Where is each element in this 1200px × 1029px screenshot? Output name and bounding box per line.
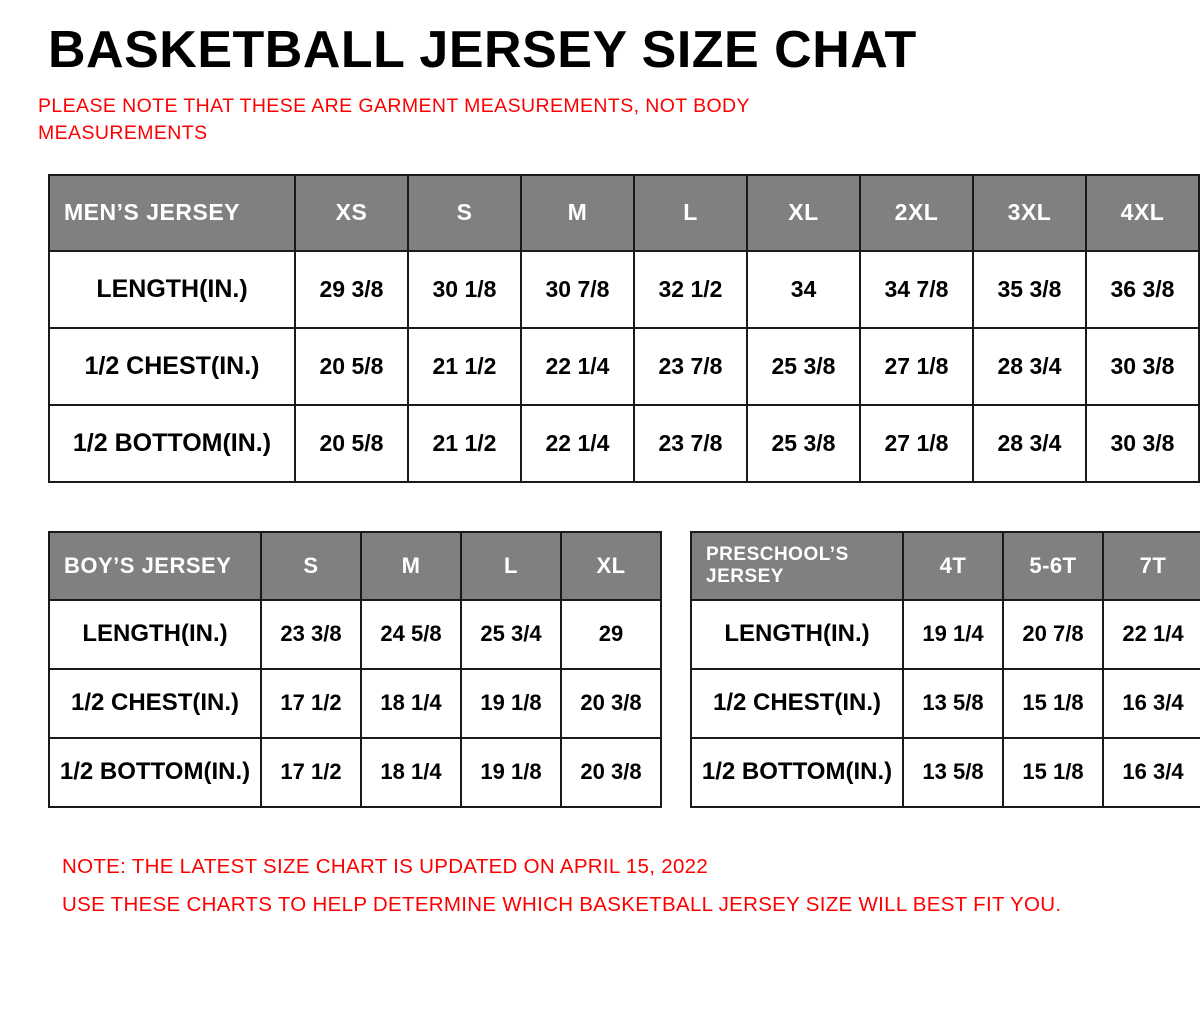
table-cell: 25 3/8 (747, 328, 860, 405)
table-cell: 32 1/2 (634, 251, 747, 328)
row-label: 1/2 BOTTOM(IN.) (691, 738, 903, 807)
row-label: LENGTH(IN.) (691, 600, 903, 669)
table-cell: 24 5/8 (361, 600, 461, 669)
column-header: S (261, 532, 361, 600)
table-cell: 16 3/4 (1103, 738, 1200, 807)
column-header: XL (747, 175, 860, 251)
table-cell: 16 3/4 (1103, 669, 1200, 738)
column-header: S (408, 175, 521, 251)
row-label: 1/2 CHEST(IN.) (49, 328, 295, 405)
column-header: 3XL (973, 175, 1086, 251)
table-cell: 20 7/8 (1003, 600, 1103, 669)
row-label: LENGTH(IN.) (49, 251, 295, 328)
table-cell: 34 (747, 251, 860, 328)
table-cell: 30 7/8 (521, 251, 634, 328)
row-label: 1/2 CHEST(IN.) (691, 669, 903, 738)
column-header: 7T (1103, 532, 1200, 600)
table-cell: 29 3/8 (295, 251, 408, 328)
table-cell: 13 5/8 (903, 738, 1003, 807)
table-cell: 21 1/2 (408, 405, 521, 482)
table-cell: 18 1/4 (361, 669, 461, 738)
column-header: 5-6T (1003, 532, 1103, 600)
table-cell: 19 1/8 (461, 738, 561, 807)
lower-tables-container (48, 531, 1184, 808)
boys-jersey-size-table (48, 531, 662, 808)
table-row (691, 600, 1200, 669)
table-cell: 19 1/4 (903, 600, 1003, 669)
column-header: M (361, 532, 461, 600)
table-cell: 27 1/8 (860, 405, 973, 482)
column-header: L (634, 175, 747, 251)
table-cell: 34 7/8 (860, 251, 973, 328)
table-cell: 28 3/4 (973, 328, 1086, 405)
column-header: M (521, 175, 634, 251)
preschool-table-title: PRESCHOOL’S JERSEY (691, 532, 903, 600)
table-row (49, 251, 1199, 328)
boys-table-title: BOY’S JERSEY (49, 532, 261, 600)
table-cell: 23 7/8 (634, 328, 747, 405)
table-cell: 25 3/8 (747, 405, 860, 482)
table-cell: 36 3/8 (1086, 251, 1199, 328)
table-cell: 30 3/8 (1086, 328, 1199, 405)
table-cell: 30 1/8 (408, 251, 521, 328)
table-row (691, 738, 1200, 807)
table-cell: 22 1/4 (1103, 600, 1200, 669)
table-cell: 22 1/4 (521, 405, 634, 482)
table-row (49, 600, 661, 669)
table-cell: 30 3/8 (1086, 405, 1199, 482)
table-cell: 23 7/8 (634, 405, 747, 482)
row-label: 1/2 BOTTOM(IN.) (49, 738, 261, 807)
row-label: LENGTH(IN.) (49, 600, 261, 669)
table-cell: 17 1/2 (261, 669, 361, 738)
table-header-row (691, 532, 1200, 600)
table-header-row (49, 532, 661, 600)
column-header: XS (295, 175, 408, 251)
column-header: L (461, 532, 561, 600)
column-header: 4T (903, 532, 1003, 600)
row-label: 1/2 BOTTOM(IN.) (49, 405, 295, 482)
table-cell: 20 3/8 (561, 738, 661, 807)
footer-note-update: NOTE: THE LATEST SIZE CHART IS UPDATED ON APRIL 15, 2022 (62, 854, 709, 878)
page-title: BASKETBALL JERSEY SIZE CHAT (48, 21, 917, 79)
table-header-row (49, 175, 1199, 251)
mens-jersey-size-table (48, 174, 1200, 483)
mens-table-title: MEN’S JERSEY (49, 175, 295, 251)
table-cell: 25 3/4 (461, 600, 561, 669)
table-cell: 22 1/4 (521, 328, 634, 405)
size-chart-page (0, 22, 1200, 1029)
table-cell: 19 1/8 (461, 669, 561, 738)
column-header: 4XL (1086, 175, 1199, 251)
table-cell: 35 3/8 (973, 251, 1086, 328)
table-cell: 13 5/8 (903, 669, 1003, 738)
table-cell: 28 3/4 (973, 405, 1086, 482)
table-cell: 29 (561, 600, 661, 669)
garment-measurement-note: PLEASE NOTE THAT THESE ARE GARMENT MEASUREMENTS, NOT BODY MEASUREMENTS (38, 95, 750, 144)
footer-notes (62, 848, 1176, 924)
table-cell: 20 3/8 (561, 669, 661, 738)
row-label: 1/2 CHEST(IN.) (49, 669, 261, 738)
footer-note-usage: USE THESE CHARTS TO HELP DETERMINE WHICH BASKETBALL JERSEY SIZE WILL BEST FIT YOU. (62, 892, 1062, 916)
table-row (49, 738, 661, 807)
table-row (49, 405, 1199, 482)
table-cell: 21 1/2 (408, 328, 521, 405)
column-header: XL (561, 532, 661, 600)
table-row (49, 669, 661, 738)
table-cell: 23 3/8 (261, 600, 361, 669)
table-cell: 17 1/2 (261, 738, 361, 807)
table-row (691, 669, 1200, 738)
table-cell: 15 1/8 (1003, 738, 1103, 807)
table-cell: 18 1/4 (361, 738, 461, 807)
table-row (49, 328, 1199, 405)
table-cell: 20 5/8 (295, 328, 408, 405)
table-cell: 20 5/8 (295, 405, 408, 482)
table-cell: 27 1/8 (860, 328, 973, 405)
preschool-jersey-size-table (690, 531, 1200, 808)
table-cell: 15 1/8 (1003, 669, 1103, 738)
column-header: 2XL (860, 175, 973, 251)
